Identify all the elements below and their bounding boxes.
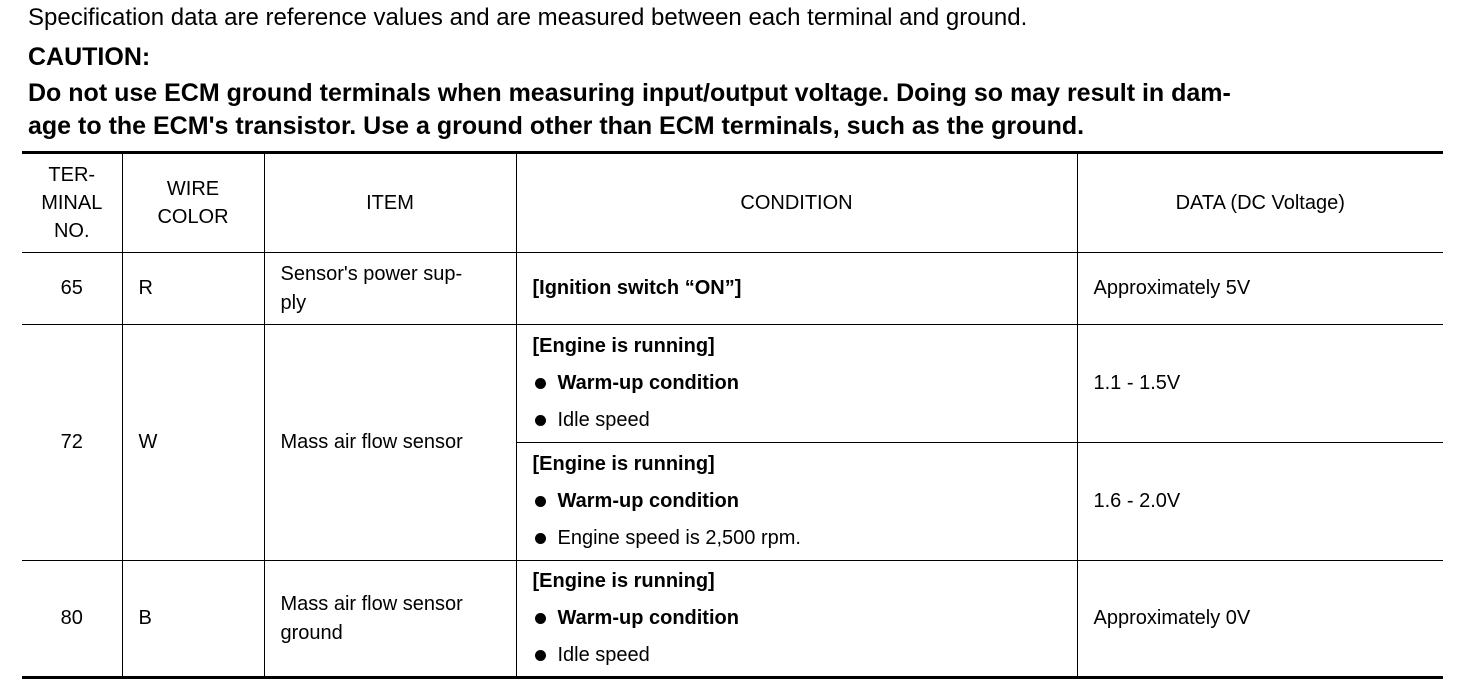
condition-bullet bbox=[533, 365, 1077, 402]
data-value: 1.1 - 1.5V bbox=[1077, 325, 1443, 443]
bullet-icon bbox=[535, 378, 546, 389]
condition-bullet-text: Engine speed is 2,500 rpm. bbox=[557, 527, 801, 549]
terminal-number: 80 bbox=[22, 561, 122, 678]
table-header-row bbox=[22, 153, 1443, 253]
intro-text: Specification data are reference values and are measured between each terminal and ground. bbox=[28, 4, 1028, 31]
header-item: ITEM bbox=[264, 153, 516, 253]
item-line-1: Mass air flow sensor bbox=[280, 431, 463, 453]
header-data: DATA (DC Voltage) bbox=[1077, 153, 1443, 253]
data-value: Approximately 5V bbox=[1077, 253, 1443, 325]
condition-cell bbox=[516, 561, 1077, 678]
item-description bbox=[264, 561, 516, 678]
condition-heading: [Engine is running] bbox=[532, 570, 715, 592]
condition-heading: [Engine is running] bbox=[532, 453, 715, 475]
header-terminal-no bbox=[22, 153, 122, 253]
condition-bullet-text: Warm-up condition bbox=[557, 607, 739, 629]
condition-bullet bbox=[533, 520, 1077, 557]
condition-bullet bbox=[533, 637, 1077, 674]
header-condition: CONDITION bbox=[516, 153, 1077, 253]
condition-bullet-text: Idle speed bbox=[557, 409, 650, 431]
condition-cell bbox=[516, 325, 1077, 443]
bullet-icon bbox=[535, 613, 546, 624]
item-line-1: Sensor's power sup- bbox=[280, 262, 463, 285]
condition-bullet bbox=[533, 600, 1077, 637]
condition-heading: [Engine is running] bbox=[532, 335, 715, 357]
item-line-2: ground bbox=[280, 621, 343, 644]
item-description bbox=[264, 325, 516, 561]
condition-bullet-text: Warm-up condition bbox=[557, 372, 739, 394]
header-terminal-line-2: MINAL bbox=[41, 192, 103, 214]
header-terminal-line-1: TER- bbox=[48, 164, 96, 186]
item-description bbox=[264, 253, 516, 325]
terminal-number: 65 bbox=[22, 253, 122, 325]
wire-color: W bbox=[122, 325, 264, 561]
wire-color: R bbox=[122, 253, 264, 325]
caution-line-1: Do not use ECM ground terminals when measuring input/output voltage. Doing so may result in dam- bbox=[28, 79, 1231, 107]
bullet-icon bbox=[535, 496, 546, 507]
table-row bbox=[22, 253, 1443, 325]
bullet-icon bbox=[535, 415, 546, 426]
item-line-2: ply bbox=[280, 291, 307, 314]
data-value: 1.6 - 2.0V bbox=[1077, 443, 1443, 561]
wire-color: B bbox=[122, 561, 264, 678]
table-row bbox=[22, 561, 1443, 678]
caution-body bbox=[28, 77, 1448, 143]
condition-cell bbox=[516, 443, 1077, 561]
terminal-number: 72 bbox=[22, 325, 122, 561]
condition-bullet-text: Idle speed bbox=[557, 644, 650, 666]
condition-bullet bbox=[533, 402, 1077, 439]
condition-bullet-text: Warm-up condition bbox=[557, 490, 739, 512]
caution-title: CAUTION: bbox=[28, 43, 151, 71]
item-line-1: Mass air flow sensor bbox=[280, 592, 463, 615]
condition-bullet bbox=[533, 483, 1077, 520]
bullet-icon bbox=[535, 650, 546, 661]
header-wire-line-2: COLOR bbox=[157, 206, 229, 228]
header-wire-color bbox=[122, 153, 264, 253]
terminal-spec-table bbox=[22, 151, 1443, 679]
condition-cell bbox=[516, 253, 1077, 325]
data-value: Approximately 0V bbox=[1077, 561, 1443, 678]
header-terminal-line-3: NO. bbox=[53, 220, 90, 242]
table-row bbox=[22, 325, 1443, 443]
condition-heading: [Ignition switch “ON”] bbox=[532, 277, 742, 299]
header-wire-line-1: WIRE bbox=[166, 178, 220, 200]
bullet-icon bbox=[535, 533, 546, 544]
caution-line-2: age to the ECM's transistor. Use a ground other than ECM terminals, such as the ground. bbox=[28, 112, 1085, 140]
